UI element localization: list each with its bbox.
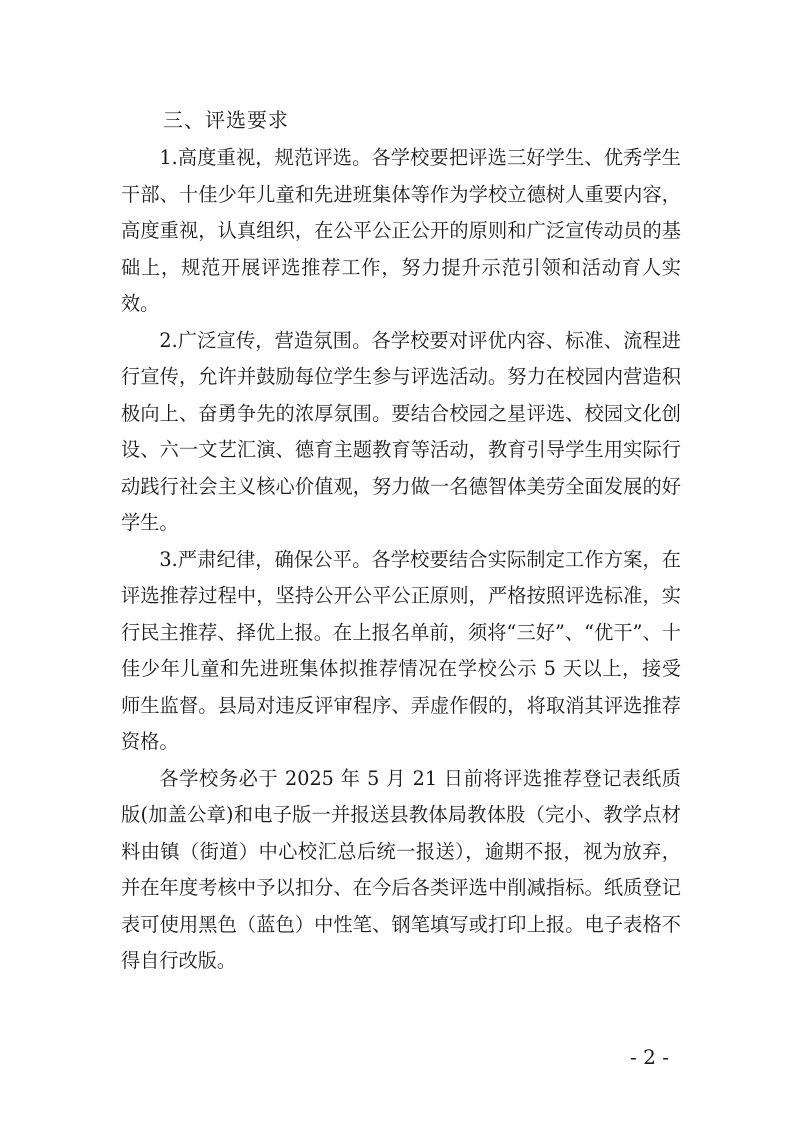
paragraph-4: 各学校务必于 2025 年 5 月 21 日前将评选推荐登记表纸质版(加盖公章)和电子版一并报送县教体局教体股（完小、教学点材料由镇（街道）中心校汇总后统一报送），逾期不报，视为放弃，并在年度考核中予以扣分、在今后各类评选中削减指标。纸质登记表可使用黑色（蓝色）中性笔、钢笔填写或打印上报。电子表格不得自行改版。 [121, 766, 681, 972]
page-number: - 2 - [630, 1045, 669, 1069]
paragraph-2: 2.广泛宣传，营造氛围。各学校要对评优内容、标准、流程进行宣传，允许并鼓励每位学生参与评选活动。努力在校园内营造积极向上、奋勇争先的浓厚氛围。要结合校园之星评选、校园文化创设、六一文艺汇演、德育主题教育等活动，教育引导学生用实际行动践行社会主义核心价值观，努力做一名德智体美劳全面发展的好学生。 [121, 328, 681, 534]
paragraph-1: 1.高度重视，规范评选。各学校要把评选三好学生、优秀学生干部、十佳少年儿童和先进班集体等作为学校立德树人重要内容，高度重视，认真组织，在公平公正公开的原则和广泛宣传动员的基础上，规范开展评选推荐工作，努力提升示范引领和活动育人实效。 [121, 146, 681, 315]
document-body [121, 100, 681, 980]
section-heading: 三、评选要求 [163, 108, 289, 132]
paragraph-3: 3.严肃纪律，确保公平。各学校要结合实际制定工作方案，在评选推荐过程中，坚持公开公平公正原则，严格按照评选标准，实行民主推荐、择优上报。在上报名单前，须将“三好”、“优干”、十佳少年儿童和先进班集体拟推荐情况在学校公示 5 天以上，接受师生监督。县局对违反评审程序、弄虚作假的，将取消其评选推荐资格。 [121, 547, 681, 753]
